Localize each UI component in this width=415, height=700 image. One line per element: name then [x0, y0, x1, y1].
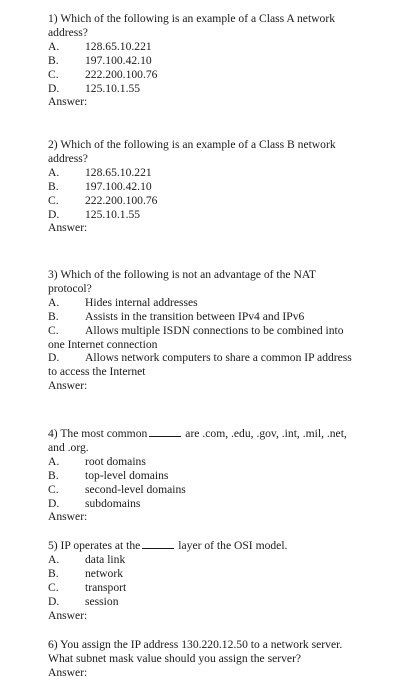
option-letter: C. [48, 482, 59, 496]
option-letter: A. [48, 295, 60, 309]
question-5-option-b [48, 567, 398, 581]
option-text: network [85, 566, 123, 580]
option-letter: C. [48, 580, 59, 594]
question-4-stem-end: are .com, .edu, .gov, .int, .mil, .net, [185, 427, 347, 440]
question-2-option-d [48, 208, 398, 222]
question-5-option-a [48, 553, 398, 567]
question-6 [48, 638, 398, 680]
option-letter: D. [48, 351, 60, 365]
option-text: 128.65.10.221 [85, 39, 152, 53]
option-letter: D. [48, 81, 60, 95]
option-letter: A. [48, 39, 60, 53]
question-3-option-d [48, 351, 398, 365]
question-3-option-d-continued: to access the Internet [48, 365, 146, 379]
option-letter: A. [48, 454, 60, 468]
question-5-answer: Answer: [48, 608, 88, 622]
question-4-option-d [48, 497, 398, 511]
option-letter: D. [48, 594, 60, 608]
question-1 [48, 12, 398, 109]
option-letter: B. [48, 179, 59, 193]
question-5 [48, 538, 398, 622]
option-letter: C. [48, 193, 59, 207]
question-6-answer: Answer: [48, 665, 88, 679]
option-letter: D. [48, 496, 60, 510]
question-3-option-c-continued: one Internet connection [48, 337, 158, 351]
question-3-answer: Answer: [48, 379, 88, 393]
option-text: Allows network computers to share a common IP address [85, 351, 352, 365]
question-4-option-c [48, 483, 398, 497]
question-4-answer: Answer: [48, 510, 88, 524]
question-4-option-a [48, 455, 398, 469]
question-1-option-a [48, 40, 398, 54]
option-text: Allows multiple ISDN connections to be combined into [85, 323, 344, 337]
question-5-stem-line-1 [48, 538, 398, 553]
option-text: Assists in the transition between IPv4 and IPv6 [85, 309, 305, 323]
option-text: 222.200.100.76 [85, 193, 158, 207]
option-text: 222.200.100.76 [85, 67, 158, 81]
question-1-stem-line-2: address? [48, 25, 88, 39]
option-text: 125.10.1.55 [85, 207, 141, 221]
option-letter: A. [48, 552, 60, 566]
option-text: 197.100.42.10 [85, 179, 152, 193]
question-3-stem-line-2: protocol? [48, 281, 92, 295]
option-letter: A. [48, 165, 60, 179]
question-1-stem-line-1: 1) Which of the following is an example of a Class A network [48, 12, 335, 25]
option-text: Hides internal addresses [85, 295, 198, 309]
question-5-option-d [48, 595, 398, 609]
question-2-option-a [48, 166, 398, 180]
option-letter: B. [48, 566, 59, 580]
question-1-option-d [48, 82, 398, 96]
option-letter: B. [48, 53, 59, 67]
question-2-option-c [48, 194, 398, 208]
question-6-stem-line-2: What subnet mask value should you assign the server? [48, 651, 302, 665]
answer-blank [142, 538, 174, 549]
option-text: 197.100.42.10 [85, 53, 152, 67]
option-text: second-level domains [85, 482, 186, 496]
question-4-stem-line-2: and .org. [48, 440, 89, 454]
question-5-stem-start: 5) IP operates at the [48, 539, 141, 552]
question-1-answer: Answer: [48, 95, 88, 109]
question-6-stem-line-1: 6) You assign the IP address 130.220.12.50 to a network server. [48, 638, 343, 651]
option-text: transport [85, 580, 127, 594]
option-text: 128.65.10.221 [85, 165, 152, 179]
option-text: 125.10.1.55 [85, 81, 141, 95]
option-text: root domains [85, 454, 146, 468]
question-1-option-c [48, 68, 398, 82]
question-3-option-b [48, 310, 398, 324]
option-letter: B. [48, 468, 59, 482]
question-2-option-b [48, 180, 398, 194]
question-3-option-c [48, 324, 398, 338]
option-letter: C. [48, 323, 59, 337]
option-letter: B. [48, 309, 59, 323]
question-3 [48, 268, 398, 393]
question-4-option-b [48, 469, 398, 483]
question-1-option-b [48, 54, 398, 68]
question-5-option-c [48, 581, 398, 595]
option-letter: C. [48, 67, 59, 81]
question-3-stem-line-1: 3) Which of the following is not an advantage of the NAT [48, 268, 316, 281]
question-2-stem-line-1: 2) Which of the following is an example of a Class B network [48, 138, 336, 151]
question-4 [48, 426, 398, 524]
option-text: data link [85, 552, 126, 566]
question-3-option-a [48, 296, 398, 310]
question-2-answer: Answer: [48, 221, 88, 235]
question-4-stem-line-1 [48, 426, 398, 441]
option-text: subdomains [85, 496, 141, 510]
answer-blank [149, 426, 181, 437]
question-4-stem-start: 4) The most common [48, 427, 148, 440]
option-letter: D. [48, 207, 60, 221]
option-text: top-level domains [85, 468, 169, 482]
question-2 [48, 138, 398, 235]
option-text: session [85, 594, 119, 608]
question-5-stem-end: layer of the OSI model. [178, 539, 288, 552]
question-2-stem-line-2: address? [48, 151, 88, 165]
